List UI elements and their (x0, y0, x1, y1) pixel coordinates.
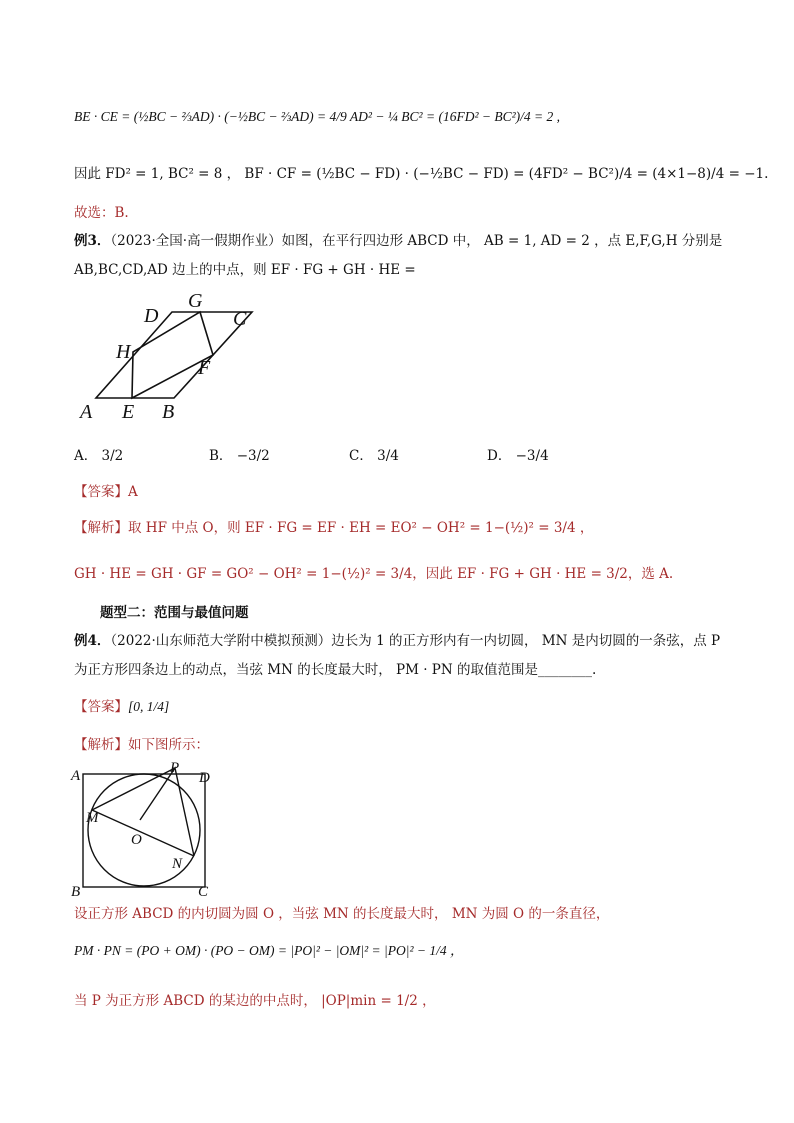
option-d: D． −3/4 (487, 448, 549, 464)
example-3-question: AB,BC,CD,AD 边上的中点，则 EF · FG + GH · HE = (74, 262, 416, 278)
option-b: B． −3/2 (209, 448, 270, 464)
solution-2-line-1: 设正方形 ABCD 的内切圆为圆 O ，当弦 MN 的长度最大时， MN 为圆 O 的一条直径， (74, 906, 610, 922)
example-4-label: 例4． (74, 633, 111, 649)
answer-1-tag: 【答案】 (74, 484, 128, 500)
option-c: C． 3/4 (349, 448, 399, 464)
label-C2: C (198, 884, 209, 900)
label-A2: A (71, 768, 81, 784)
solution-2 (74, 736, 209, 754)
label-F: F (198, 357, 211, 379)
square-outline (83, 774, 205, 887)
solution-1-cont: GH · HE = GH · GF = GO² − OH² = 1−(½)² = 3/4，因此 EF · FG + GH · HE = 3/2，选 A. (74, 566, 674, 582)
label-N: N (172, 856, 183, 872)
solution-1-text: 取 HF 中点 O，则 EF · FG = EF · EH = EO² − OH² = 1−(½)² = 3/4 ， (128, 520, 594, 536)
label-B: B (162, 401, 175, 420)
solution-2-line-2: PM · PN = (PO + OM) · (PO − OM) = |PO|² − |OM|² = |PO|² − 1/4 ， (74, 943, 464, 958)
example-3-header (74, 232, 722, 250)
example-3-text: （2023·全国·高一假期作业）如图，在平行四边形 ABCD 中， AB = 1, AD = 2 ，点 E,F,G,H 分别是 (110, 233, 723, 249)
label-M: M (86, 810, 99, 826)
solution-2-text: 如下图所示： (128, 737, 209, 753)
section-title: 题型二：范围与最值问题 (100, 605, 249, 621)
label-D2: D (199, 770, 210, 786)
answer-1-value: A (128, 484, 138, 500)
diameter-MN (92, 810, 194, 856)
label-A: A (80, 401, 93, 420)
example-4-header (74, 632, 720, 650)
solution-1 (74, 519, 593, 537)
solution-2-tag: 【解析】 (74, 737, 128, 753)
option-a: A． 3/2 (74, 448, 124, 464)
derivation-line-2: 因此 FD² = 1, BC² = 8 ， BF · CF = (½BC − FD) · (−½BC − FD) = (4FD² − BC²)/4 = (4×1−8)/4 = −1. (74, 166, 769, 182)
example-4-text: （2022·山东师范大学附中模拟预测）边长为 1 的正方形内有一内切圆， MN 是内切圆的一条弦，点 P (110, 633, 721, 649)
answer-1 (74, 483, 138, 501)
label-O: O (131, 832, 142, 848)
incircle (88, 774, 200, 886)
answer-2 (74, 698, 169, 716)
answer-2-tag: 【答案】 (74, 699, 128, 715)
label-G: G (188, 290, 203, 312)
example-4-question: 为正方形四条边上的动点，当弦 MN 的长度最大时， PM · PN 的取值范围是________. (74, 662, 597, 678)
label-H: H (116, 341, 131, 363)
solution-1-tag: 【解析】 (74, 520, 128, 536)
chords-PM-PN (92, 768, 194, 856)
label-D: D (144, 305, 159, 327)
parallelogram-figure (76, 290, 256, 420)
label-P: P (170, 760, 180, 776)
answer-2-value: [0, 1/4] (128, 699, 170, 714)
label-B2: B (71, 884, 81, 900)
square-circle-figure (68, 760, 228, 900)
solution-2-line-3: 当 P 为正方形 ABCD 的某边的中点时， |OP|min = 1/2 ， (74, 993, 436, 1009)
derivation-line-1: BE · CE = (½BC − ⅔AD) · (−½BC − ⅔AD) = 4/9 AD² − ¼ BC² = (16FD² − BC²)/4 = 2 , (74, 109, 561, 124)
label-C: C (233, 308, 247, 330)
label-E: E (122, 401, 135, 420)
example-3-label: 例3． (74, 233, 111, 249)
choice-statement: 故选：B. (74, 205, 129, 221)
